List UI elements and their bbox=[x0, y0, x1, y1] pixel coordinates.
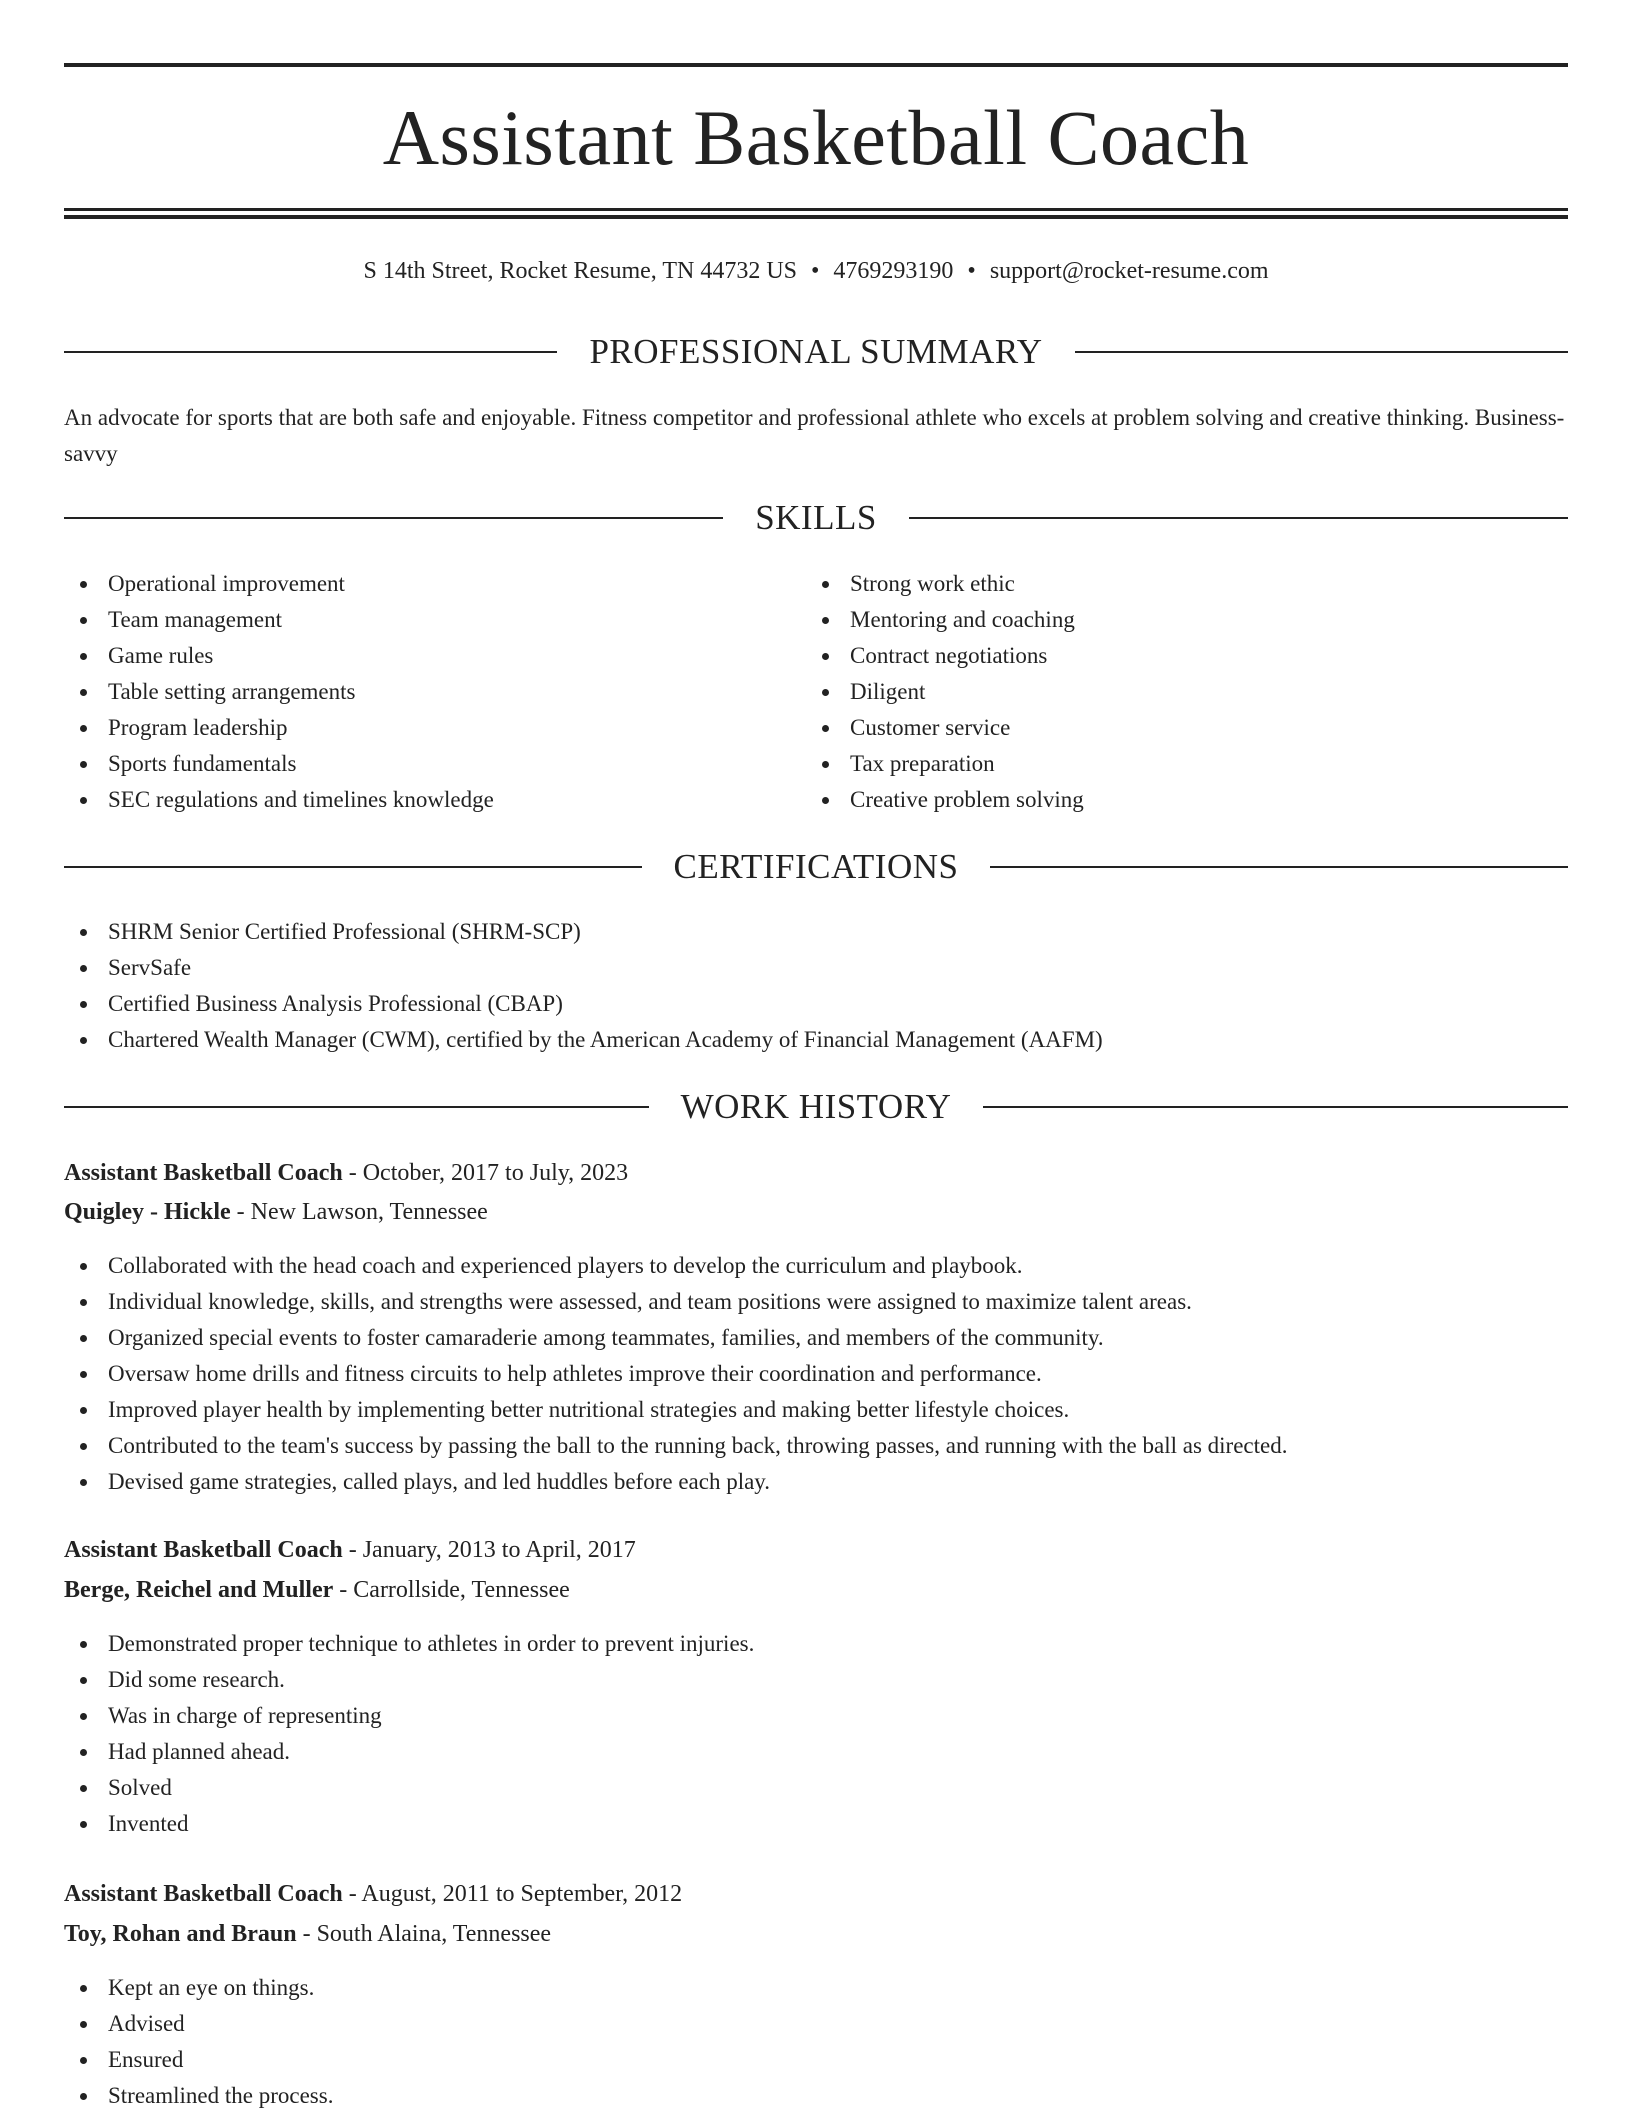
skill-item: Game rules bbox=[64, 638, 494, 674]
job-bullet: Had planned ahead. bbox=[64, 1734, 754, 1770]
job-company: Quigley - Hickle bbox=[64, 1199, 231, 1225]
skill-item: Mentoring and coaching bbox=[806, 602, 1084, 638]
certifications-list bbox=[64, 914, 1103, 1058]
contact-phone: 4769293190 bbox=[833, 258, 954, 284]
contact-separator: • bbox=[967, 258, 976, 284]
heading-rule-left bbox=[64, 1106, 649, 1108]
job-title-line bbox=[64, 1532, 636, 1568]
job-bullet: Kept an eye on things. bbox=[64, 1970, 333, 2006]
job-bullet: Did some research. bbox=[64, 1662, 754, 1698]
skill-item: Table setting arrangements bbox=[64, 674, 494, 710]
skill-item: Contract negotiations bbox=[806, 638, 1084, 674]
job-bullets bbox=[64, 1248, 1287, 1500]
skill-item: Sports fundamentals bbox=[64, 746, 494, 782]
skill-item: Tax preparation bbox=[806, 746, 1084, 782]
heading-rule-left bbox=[64, 866, 642, 868]
skills-list-left bbox=[64, 566, 494, 818]
certification-item: ServSafe bbox=[64, 950, 1103, 986]
candidate-name: Assistant Basketball Coach bbox=[382, 94, 1250, 181]
job-dash: - bbox=[342, 1537, 363, 1563]
job-location: South Alaina, Tennessee bbox=[316, 1921, 552, 1947]
skills-list-right bbox=[806, 566, 1084, 818]
heading-rule-right bbox=[909, 517, 1568, 519]
heading-rule-left bbox=[64, 517, 723, 519]
summary-heading bbox=[64, 330, 1568, 374]
contact-email: support@rocket-resume.com bbox=[989, 258, 1269, 284]
job-bullet: Collaborated with the head coach and experienced players to develop the curriculum and playbook. bbox=[64, 1248, 1287, 1284]
job-bullet: Organized special events to foster camaraderie among teammates, families, and members of the community. bbox=[64, 1320, 1287, 1356]
skill-item: Creative problem solving bbox=[806, 782, 1084, 818]
heading-rule-right bbox=[983, 1106, 1568, 1108]
job-title-line bbox=[64, 1876, 682, 1912]
job-dash: - bbox=[296, 1921, 317, 1947]
work-history-heading bbox=[64, 1085, 1568, 1129]
top-rule bbox=[64, 63, 1568, 67]
job-dash: - bbox=[342, 1881, 362, 1907]
job-bullet: Advised bbox=[64, 2006, 333, 2042]
job-bullet: Invented bbox=[64, 1806, 754, 1842]
job-bullet: Solved bbox=[64, 1770, 754, 1806]
contact-separator: • bbox=[811, 258, 820, 284]
job-company-line bbox=[64, 1572, 570, 1608]
job-bullet: Streamlined the process. bbox=[64, 2078, 333, 2114]
job-company-line bbox=[64, 1194, 488, 1230]
job-dates: August, 2011 to September, 2012 bbox=[361, 1881, 683, 1907]
job-dash: - bbox=[230, 1199, 251, 1225]
heading-rule-left bbox=[64, 351, 557, 353]
job-location: Carrollside, Tennessee bbox=[353, 1577, 570, 1603]
header-rule-upper bbox=[64, 208, 1568, 211]
job-bullet: Improved player health by implementing better nutritional strategies and making better lifestyle choices. bbox=[64, 1392, 1287, 1428]
skill-item: Strong work ethic bbox=[806, 566, 1084, 602]
job-dash: - bbox=[333, 1577, 354, 1603]
certification-item: SHRM Senior Certified Professional (SHRM-SCP) bbox=[64, 914, 1103, 950]
skill-item: Team management bbox=[64, 602, 494, 638]
contact-address: S 14th Street, Rocket Resume, TN 44732 US bbox=[363, 258, 798, 284]
header-rule-lower bbox=[64, 215, 1568, 219]
skills-title: SKILLS bbox=[755, 498, 877, 537]
heading-rule-right bbox=[1075, 351, 1568, 353]
job-company-line bbox=[64, 1916, 551, 1952]
certifications-heading bbox=[64, 845, 1568, 889]
job-title: Assistant Basketball Coach bbox=[64, 1537, 343, 1563]
job-bullet: Ensured bbox=[64, 2042, 333, 2078]
certification-item: Chartered Wealth Manager (CWM), certified by the American Academy of Financial Management (AAFM) bbox=[64, 1022, 1103, 1058]
job-location: New Lawson, Tennessee bbox=[250, 1199, 488, 1225]
heading-rule-right bbox=[990, 866, 1568, 868]
job-bullet: Contributed to the team's success by passing the ball to the running back, throwing passes, and running with the ball as directed. bbox=[64, 1428, 1287, 1464]
job-bullet: Devised game strategies, called plays, and led huddles before each play. bbox=[64, 1464, 1287, 1500]
summary-title: PROFESSIONAL SUMMARY bbox=[589, 332, 1043, 371]
skill-item: SEC regulations and timelines knowledge bbox=[64, 782, 494, 818]
job-bullet: Demonstrated proper technique to athletes in order to prevent injuries. bbox=[64, 1626, 754, 1662]
job-title: Assistant Basketball Coach bbox=[64, 1160, 343, 1186]
skill-item: Customer service bbox=[806, 710, 1084, 746]
work-history-title: WORK HISTORY bbox=[680, 1087, 952, 1126]
skill-item: Program leadership bbox=[64, 710, 494, 746]
job-title-line bbox=[64, 1155, 628, 1191]
job-dash: - bbox=[342, 1160, 363, 1186]
skills-heading bbox=[64, 496, 1568, 540]
summary-text: An advocate for sports that are both safe and enjoyable. Fitness competitor and professional athlete who excels at problem solving and creative thinking. Business-savvy bbox=[64, 405, 1565, 466]
skill-item: Operational improvement bbox=[64, 566, 494, 602]
job-dates: October, 2017 to July, 2023 bbox=[362, 1160, 629, 1186]
job-bullets bbox=[64, 1626, 754, 1842]
job-bullet: Was in charge of representing bbox=[64, 1698, 754, 1734]
job-bullets bbox=[64, 1970, 333, 2114]
job-company: Toy, Rohan and Braun bbox=[64, 1921, 297, 1947]
job-bullet: Oversaw home drills and fitness circuits to help athletes improve their coordination and performance. bbox=[64, 1356, 1287, 1392]
contact-line bbox=[64, 254, 1568, 288]
job-dates: January, 2013 to April, 2017 bbox=[362, 1537, 636, 1563]
skill-item: Diligent bbox=[806, 674, 1084, 710]
job-bullet: Individual knowledge, skills, and strengths were assessed, and team positions were assigned to maximize talent areas. bbox=[64, 1284, 1287, 1320]
job-company: Berge, Reichel and Muller bbox=[64, 1577, 334, 1603]
certification-item: Certified Business Analysis Professional (CBAP) bbox=[64, 986, 1103, 1022]
certifications-title: CERTIFICATIONS bbox=[673, 847, 959, 886]
job-title: Assistant Basketball Coach bbox=[64, 1881, 343, 1907]
